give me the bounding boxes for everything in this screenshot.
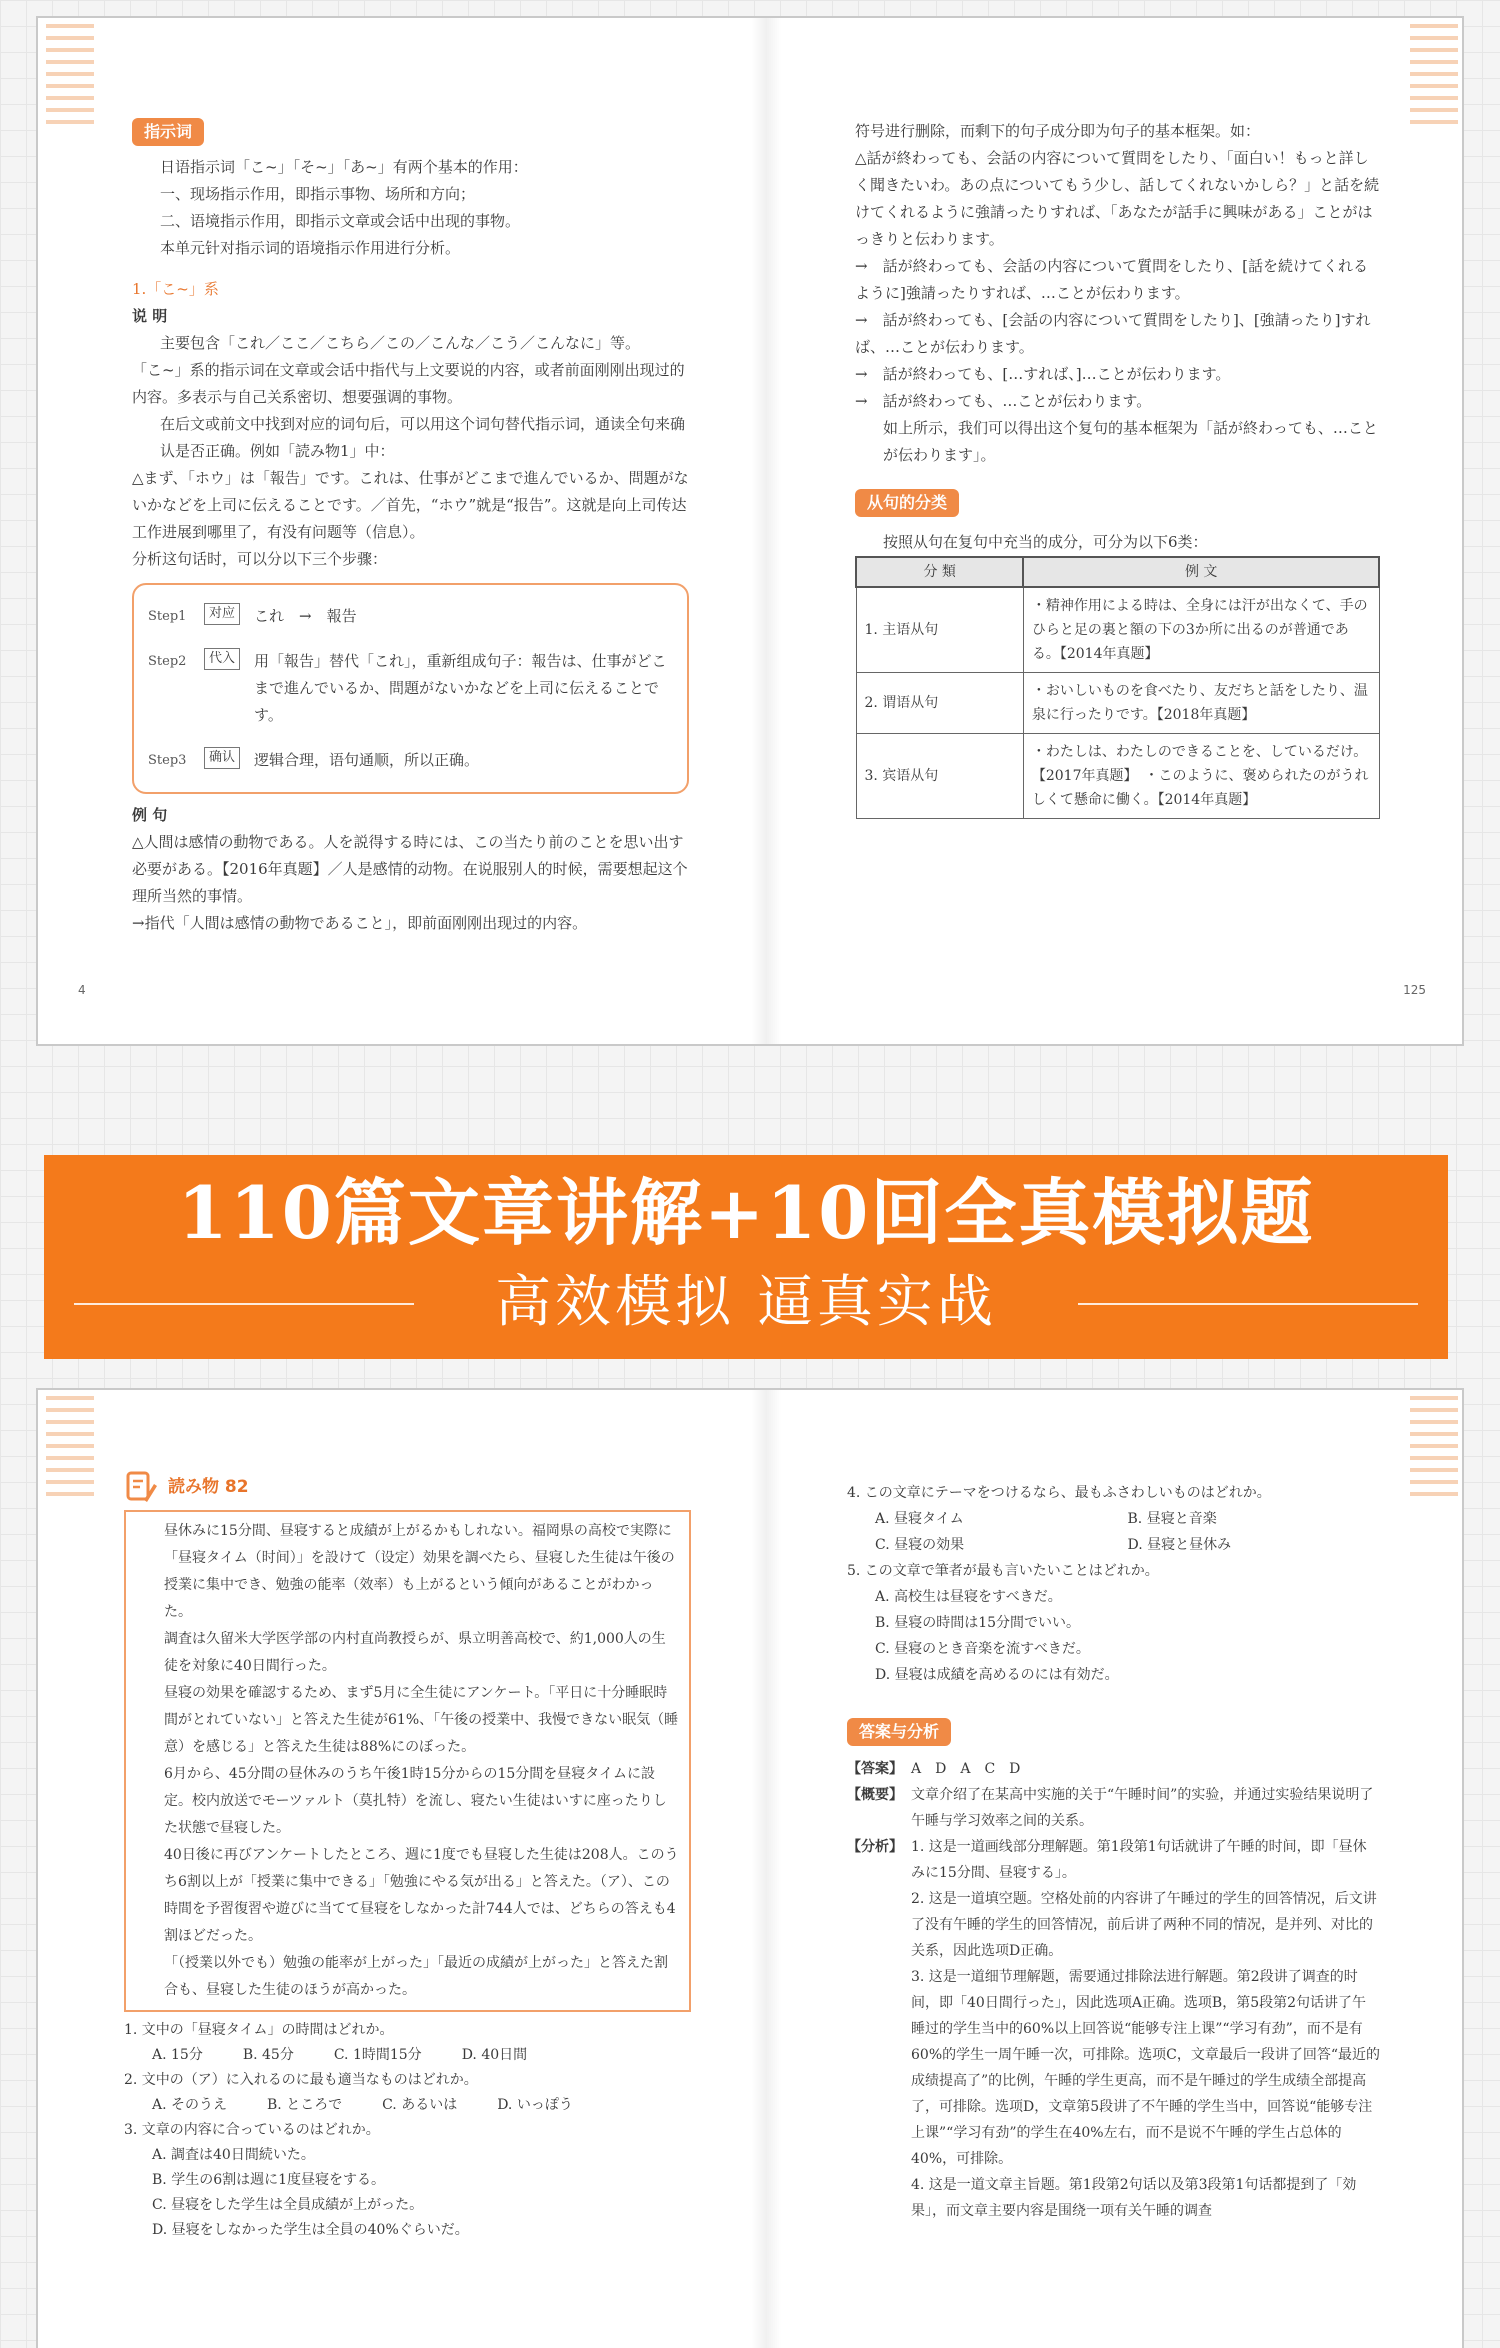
analysis-row bbox=[847, 1834, 1380, 2224]
option: A. 15分 bbox=[152, 2047, 203, 2063]
clause-table bbox=[855, 556, 1380, 819]
intro-line: 日语指示词「こ~」「そ~」「あ~」有两个基本的作用： bbox=[160, 158, 528, 176]
option: B. 昼寝と音楽 bbox=[1127, 1511, 1217, 1527]
option: D. 昼寝をしなかった学生は全員の40%ぐらいだ。 bbox=[152, 2222, 469, 2238]
option: A. 高校生は昼寝をすべきだ。 bbox=[875, 1589, 1062, 1605]
step-box bbox=[132, 583, 689, 794]
question-options bbox=[847, 1506, 1380, 1558]
table-header: 例 文 bbox=[1023, 557, 1379, 587]
decorative-stripes bbox=[1410, 1396, 1458, 1496]
analysis-list bbox=[911, 1834, 1380, 2224]
divider-line-left bbox=[74, 1303, 414, 1305]
analysis-key: 【分析】 bbox=[847, 1839, 903, 1855]
example-label: 例 句 bbox=[132, 806, 168, 824]
question: 5. この文章で筆者が最も言いたいことはどれか。 bbox=[847, 1563, 1159, 1579]
option: B. 45分 bbox=[242, 2047, 294, 2063]
option: D. 昼寝と昼休み bbox=[1127, 1537, 1232, 1553]
explain-paragraph: 「こ~」系的指示词在文章或会话中指代与上文要说的内容，或者前面刚刚出现过的内容。多表示与自己关系密切、想要强调的事物。 bbox=[132, 361, 685, 406]
question-list bbox=[124, 2018, 691, 2243]
section-tag bbox=[132, 118, 689, 146]
answer-row bbox=[847, 1756, 1380, 1782]
intro-line: 本单元针对指示词的语境指示作用进行分析。 bbox=[160, 239, 461, 257]
option: B. 昼寝の時間は15分間でいい。 bbox=[875, 1615, 1081, 1631]
question: 4. この文章にテーマをつけるなら、最もふさわしいものはどれか。 bbox=[847, 1485, 1271, 1501]
table-header-row bbox=[856, 557, 1379, 587]
reading-passage bbox=[124, 1510, 691, 2012]
example-sentence: △話が終わっても、会話の内容について質問をしたり、「面白い！もっと詳しく聞きたいわ。あの点についてもう少し、話してくれないかしら？」と話を続けてくれるように強請ったりすれば、「あなたが話手に興味がある」ことがはっきりと伝わります。 bbox=[855, 149, 1380, 248]
decorative-stripes bbox=[46, 24, 94, 124]
step-label: Step3 bbox=[148, 753, 187, 768]
step-text: 用「報告」替代「これ」，重新组成句子：報告は、仕事がどこまで進んでいるか、問題がないかなどを上司に伝えることです。 bbox=[254, 652, 667, 724]
table-cell-example: ・精神作用による時は、全身には汗が出なくて、手のひらと足の裏と額の下の3か所に出るのが普通である。【2014年真题】 bbox=[1023, 587, 1379, 673]
table-cell-type: 2. 谓语从句 bbox=[856, 673, 1023, 734]
reading-header bbox=[124, 1470, 691, 1504]
step-row bbox=[148, 648, 673, 729]
bottom-right-page bbox=[751, 1390, 1464, 2348]
question: 3. 文章の内容に合っているのはどれか。 bbox=[124, 2122, 380, 2138]
passage-paragraph: 昼寝の効果を確認するため、まず5月に全生徒にアンケート。「平日に十分睡眠時間がとれていない」と答えた生徒が61%、「午後の授業中、我慢できない眠気（睡意）を感じる」と答えた生徒は88%にのぼった。 bbox=[164, 1685, 679, 1755]
step-text: 逻辑合理，语句通顺，所以正确。 bbox=[254, 751, 480, 769]
table-row bbox=[856, 587, 1379, 673]
option: C. あるいは bbox=[382, 2097, 458, 2113]
step-keyword: 确认 bbox=[204, 747, 240, 769]
option: A. 昼寝タイム bbox=[875, 1511, 964, 1527]
table-row bbox=[856, 734, 1379, 819]
option: A. そのうえ bbox=[152, 2097, 228, 2113]
bottom-book-spread bbox=[36, 1388, 1464, 2348]
passage-paragraph: 40日後に再びアンケートしたところ、週に1度でも昼寝した生徒は208人。このうち6割以上が「授業に集中できる」「勉強にやる気が出る」と答えた。（ア）、この時間を予習復習や遊びに当てて昼寝をしなかった計744人では、どちらの答えも4割ほどだった。 bbox=[164, 1847, 679, 1944]
step-label: Step2 bbox=[148, 654, 187, 669]
step-row bbox=[148, 747, 673, 774]
step-keyword: 对应 bbox=[204, 603, 240, 625]
option: C. 昼寝をした学生は全員成績が上がった。 bbox=[152, 2197, 424, 2213]
analysis-step: → 話が終わっても、会話の内容について質問をしたり、[話を続けてくれるように]強請ったりすれば、…ことが伝わります。 bbox=[855, 257, 1368, 302]
question: 1. 文中の「昼寝タイム」の時間はどれか。 bbox=[124, 2022, 394, 2038]
tag-label: 答案与分析 bbox=[847, 1718, 951, 1746]
decorative-stripes bbox=[1410, 24, 1458, 124]
question-options bbox=[124, 2043, 691, 2068]
summary-key: 【概要】 bbox=[847, 1787, 903, 1803]
divider-line-right bbox=[1078, 1303, 1418, 1305]
table-cell-example: ・おいしいものを食べたり、友だちと話をしたり、温泉に行ったりです。【2018年真题】 bbox=[1023, 673, 1379, 734]
bottom-left-page bbox=[38, 1390, 751, 2348]
table-cell-type: 3. 宾语从句 bbox=[856, 734, 1023, 819]
reading-title: 読み物 82 bbox=[168, 1476, 249, 1497]
option: B. 学生の6割は週に1度昼寝をする。 bbox=[152, 2172, 386, 2188]
option: D. 40日間 bbox=[461, 2047, 528, 2063]
question: 2. 文中の（ア）に入れるのに最も適当なものはどれか。 bbox=[124, 2072, 478, 2088]
body-line: 符号进行删除，而剩下的句子成分即为句子的基本框架。如： bbox=[855, 122, 1261, 140]
example-sentence: △人間は感情の動物である。人を説得する時には、この当たり前のことを思い出す必要がある。【2016年真题】／人是感情的动物。在说服别人的时候，需要想起这个理所当然的事情。 bbox=[132, 833, 688, 905]
option: A. 調査は40日間続いた。 bbox=[152, 2147, 315, 2163]
conclusion-line: 如上所示，我们可以得出这个复句的基本框架为「話が終わっても、…ことが伝わります」。 bbox=[883, 419, 1378, 464]
option: D. いっぽう bbox=[497, 2097, 573, 2113]
option: C. 昼寝のとき音楽を流すべきだ。 bbox=[875, 1641, 1090, 1657]
explain-label: 说 明 bbox=[132, 307, 168, 325]
analysis-item: 2. 这是一道填空题。空格处前的内容讲了午睡过的学生的回答情况，后文讲了没有午睡的学生的回答情况，前后讲了两种不同的情况，是并列、对比的关系，因此选项D正确。 bbox=[911, 1891, 1377, 1959]
section-title: 1.「こ~」系 bbox=[132, 280, 219, 298]
analysis-item: 1. 这是一道画线部分理解题。第1段第1句话就讲了午睡的时间，即「昼休みに15分間、昼寝する」。 bbox=[911, 1839, 1367, 1881]
page-number: 4 bbox=[78, 983, 86, 997]
top-left-page bbox=[38, 18, 751, 1044]
intro-block bbox=[132, 154, 689, 262]
intro-line: 二、语境指示作用，即指示文章或会话中出现的事物。 bbox=[160, 212, 521, 230]
answer-key: 【答案】 bbox=[847, 1761, 903, 1777]
analysis-step: → 話が終わっても、[…すれば、]…ことが伝わります。 bbox=[855, 365, 1231, 383]
explain-paragraph: 主要包含「これ／ここ／こちら／この／こんな／こう／こんなに」等。 bbox=[160, 334, 641, 352]
table-cell-type: 1. 主语从句 bbox=[856, 587, 1023, 673]
passage-paragraph: 調査は久留米大学医学部の内村直尚教授らが、県立明善高校で、約1,000人の生徒を対象に40日間行った。 bbox=[164, 1631, 666, 1674]
banner-title: 110篇文章讲解+10回全真模拟题 bbox=[177, 1170, 1315, 1255]
answer-values: A D A C D bbox=[911, 1761, 1021, 1777]
step-keyword: 代入 bbox=[204, 648, 240, 670]
analysis-step: → 話が終わっても、[会話の内容について質問をしたり]、[強請ったり]すれば、…ことが伝わります。 bbox=[855, 311, 1371, 356]
decorative-stripes bbox=[46, 1396, 94, 1496]
banner-subtitle-row bbox=[44, 1261, 1448, 1345]
summary-text: 文章介绍了在某高中实施的关于“午睡时间”的实验，并通过实验结果说明了午睡与学习效率之间的关系。 bbox=[911, 1787, 1374, 1829]
passage-paragraph: 6月から、45分間の昼休みのうち午後1時15分からの15分間を昼寝タイムに設定。校内放送でモーツァルト（莫扎特）を流し、寝たい生徒はいすに座ったりした状態で昼寝した。 bbox=[164, 1766, 667, 1836]
table-row bbox=[856, 673, 1379, 734]
top-right-page bbox=[751, 18, 1464, 1044]
passage-paragraph: 「（授業以外でも）勉強の能率が上がった」「最近の成績が上がった」と答えた割合も、昼寝した生徒のほうが高かった。 bbox=[164, 1955, 668, 1998]
option: C. 1時間15分 bbox=[333, 2047, 422, 2063]
section-tag bbox=[847, 1718, 1380, 1746]
notebook-pen-icon bbox=[124, 1470, 158, 1504]
page-number: 125 bbox=[1403, 983, 1426, 997]
section-tag bbox=[855, 489, 1380, 517]
intro-line: 一、现场指示作用，即指示事物、场所和方向； bbox=[160, 185, 476, 203]
explain-paragraph: 在后文或前文中找到对应的词句后，可以用这个词句替代指示词，通读全句来确认是否正确。例如「読み物1」中： bbox=[160, 415, 686, 460]
table-cell-example: ・わたしは、わたしのできることを、しているだけ。【2017年真题】 ・このように、褒められたのがうれしくて懸命に働く。【2014年真题】 bbox=[1023, 734, 1379, 819]
promo-banner bbox=[44, 1155, 1448, 1359]
top-book-spread bbox=[36, 16, 1464, 1046]
tag-label: 从句的分类 bbox=[855, 489, 959, 517]
table-intro: 按照从句在复句中充当的成分，可分为以下6类： bbox=[883, 533, 1208, 551]
explain-paragraph: 分析这句话时，可以分以下三个步骤： bbox=[132, 550, 388, 568]
option: D. 昼寝は成績を高めるのには有効だ。 bbox=[875, 1667, 1119, 1683]
step-text: これ → 報告 bbox=[254, 607, 357, 625]
banner-subtitle: 高效模拟 逼真实战 bbox=[495, 1270, 997, 1335]
tag-label: 指示词 bbox=[132, 118, 204, 146]
option: B. ところで bbox=[267, 2097, 343, 2113]
example-note: →指代「人間は感情の動物であること」，即前面刚刚出现过的内容。 bbox=[132, 914, 588, 932]
analysis-step: → 話が終わっても、…ことが伝わります。 bbox=[855, 392, 1152, 410]
option: C. 昼寝の効果 bbox=[875, 1537, 965, 1553]
step-row bbox=[148, 603, 673, 630]
example-sentence: △まず、「ホウ」は「報告」です。これは、仕事がどこまで進んでいるか、問題がないかなどを上司に伝えることです。／首先，“ホウ”就是“报告”。这就是向上司传达工作进展到哪里了，有没有问题等（信息）。 bbox=[132, 469, 689, 541]
step-label: Step1 bbox=[148, 609, 187, 624]
passage-paragraph: 昼休みに15分間、昼寝すると成績が上がるかもしれない。福岡県の高校で実際に「昼寝タイム（时间）」を設けて（设定）効果を調べたら、昼寝した生徒は午後の授業に集中でき、勉強の能率（效率）も上がるという傾向があることがわかった。 bbox=[164, 1523, 675, 1620]
analysis-item: 3. 这是一道细节理解题，需要通过排除法进行解题。第2段讲了调查的时间，即「40日間行った」，因此选项A正确。选项B，第5段第2句话讲了午睡过的学生当中的60%以上回答说“能够专注上课”“学习有劲”，而不是有60%的学生一周午睡一次，可排除。选项C，文章最后一段讲了回答“最近的成绩提高了”的比例，午睡的学生更高，而不是午睡过的学生成绩全部提高了，可排除。选项D，文章第5段讲了不午睡的学生当中，回答说“能够专注上课”“学习有劲”的学生在40%左右，而不是说不午睡的学生占总体的40%，可排除。 bbox=[911, 1969, 1380, 2167]
summary-row bbox=[847, 1782, 1380, 1834]
question-options bbox=[124, 2093, 691, 2118]
table-header: 分 類 bbox=[856, 557, 1023, 587]
analysis-item: 4. 这是一道文章主旨题。第1段第2句话以及第3段第1句话都提到了「効果」，而文章主要内容是围绕一项有关午睡的调查 bbox=[911, 2177, 1357, 2219]
